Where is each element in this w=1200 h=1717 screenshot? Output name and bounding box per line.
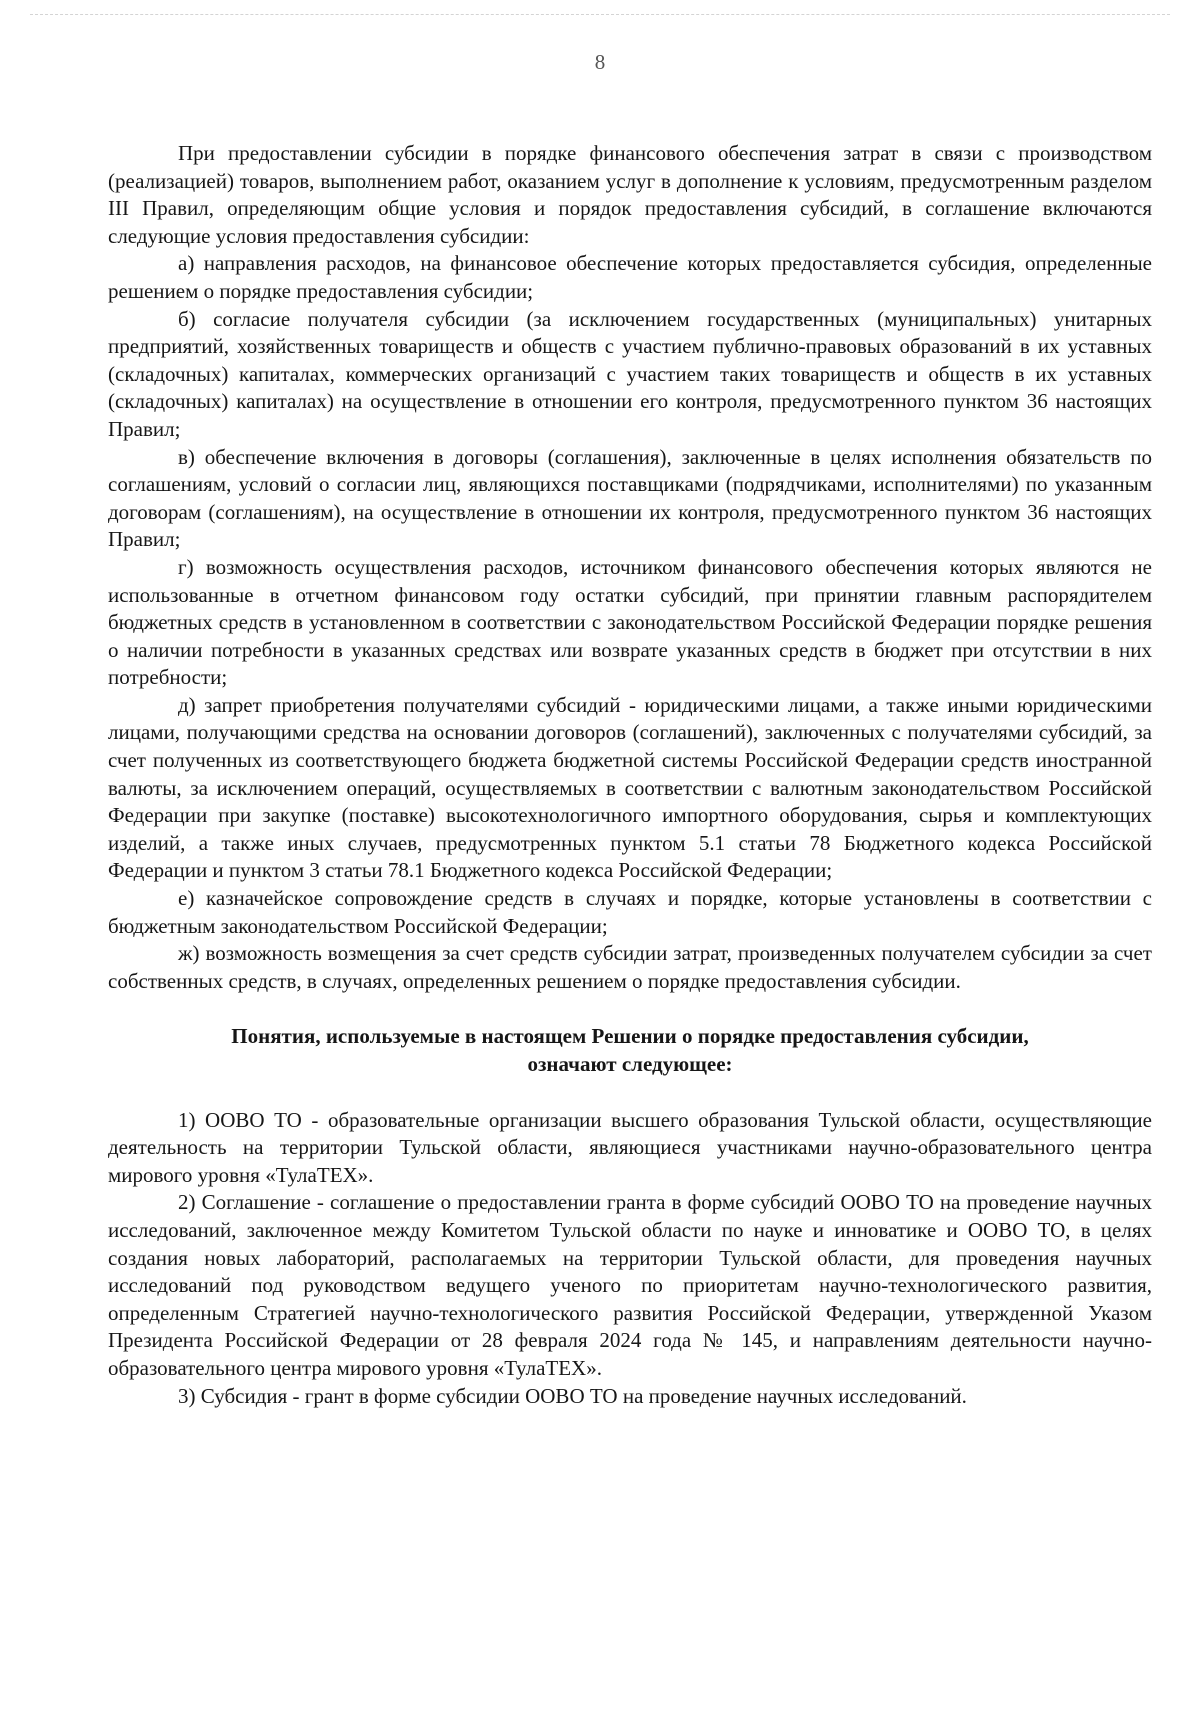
condition-a: а) направления расходов, на финансовое обеспечение которых предоставляется субсидия, определенные решением о порядке предоставления субсидии; [108, 251, 1152, 303]
section-heading-line-1: Понятия, используемые в настоящем Решении о порядке предоставления субсидии, [231, 1024, 1029, 1049]
condition-b: б) согласие получателя субсидии (за исключением государственных (муниципальных) унитарных предприятий, хозяйственных товариществ и обществ с участием публично-правовых образований в их уставных (складочных) капиталах, коммерческих организаций с участием таких товариществ и обществ в их уставных (складочных) капиталах) на осуществление в отношении его контроля, предусмотренного пунктом 36 настоящих Правил; [108, 306, 1152, 441]
section-heading [108, 1023, 1152, 1078]
definition-3: 3) Субсидия - грант в форме субсидии ООВО ТО на проведение научных исследований. [178, 1383, 967, 1408]
intro-paragraph: При предоставлении субсидии в порядке финансового обеспечения затрат в связи с производством (реализацией) товаров, выполнением работ, оказанием услуг в дополнение к условиям, предусмотренным разделом III Правил, определяющим общие условия и порядок предоставления субсидий, в соглашение включаются следующие условия предоставления субсидии: [108, 141, 1152, 248]
document-body [108, 140, 1152, 1410]
definition-2: 2) Соглашение - соглашение о предоставлении гранта в форме субсидий ООВО ТО на проведение научных исследований, заключенное между Комитетом Тульской области по науке и инноватике и ООВО ТО, в целях создания новых лабораторий, располагаемых на территории Тульской области, для проведения научных исследований под руководством ведущего ученого по приоритетам научно-технологического развития, определенным Стратегией научно-технологического развития Российской Федерации, утвержденной Указом Президента Российской Федерации от 28 февраля 2024 года № 145, и направлениям деятельности научно-образовательного центра мирового уровня «ТулаТЕХ». [108, 1190, 1152, 1380]
condition-d: д) запрет приобретения получателями субсидий - юридическими лицами, а также иными юридическими лицами, получающими средства на основании договоров (соглашений), заключенных с получателями субсидий, за счет полученных из соответствующего бюджета бюджетной системы Российской Федерации средств иностранной валюты, за исключением операций, осуществляемых в соответствии с валютным законодательством Российской Федерации при закупке (поставке) высокотехнологичного импортного оборудования, сырья и комплектующих изделий, а также иных случаев, предусмотренных пунктом 5.1 статьи 78 Бюджетного кодекса Российской Федерации и пунктом 3 статьи 78.1 Бюджетного кодекса Российской Федерации; [108, 692, 1152, 883]
condition-v: в) обеспечение включения в договоры (соглашения), заключенные в целях исполнения обязательств по соглашениям, условий о согласии лиц, являющихся поставщиками (подрядчиками, исполнителями) по указанным договорам (соглашениям), на осуществление в отношении их контроля, предусмотренного пунктом 36 настоящих Правил; [108, 444, 1152, 552]
condition-zh: ж) возможность возмещения за счет средств субсидии затрат, произведенных получателем субсидии за счет собственных средств, в случаях, определенных решением о порядке предоставления субсидии. [108, 941, 1152, 993]
section-heading-line-2: означают следующее: [527, 1052, 733, 1076]
condition-e: е) казначейское сопровождение средств в случаях и порядке, которые установлены в соответствии с бюджетным законодательством Российской Федерации; [108, 886, 1152, 938]
definition-1: 1) ООВО ТО - образовательные организации высшего образования Тульской области, осуществляющие деятельность на территории Тульской области, являющиеся участниками научно-образовательного центра мирового уровня «ТулаТЕХ». [108, 1107, 1152, 1187]
page-number: 8 [594, 50, 606, 74]
condition-g: г) возможность осуществления расходов, источником финансового обеспечения которых являются не использованные в отчетном финансовом году остатки субсидий, при принятии главным распорядителем бюджетных средств в установленном в соответствии с законодательством Российской Федерации порядке решения о наличии потребности в указанных средствах или возврате указанных средств в бюджет при отсутствии в них потребности; [108, 554, 1152, 690]
scan-edge-line [30, 14, 1170, 15]
